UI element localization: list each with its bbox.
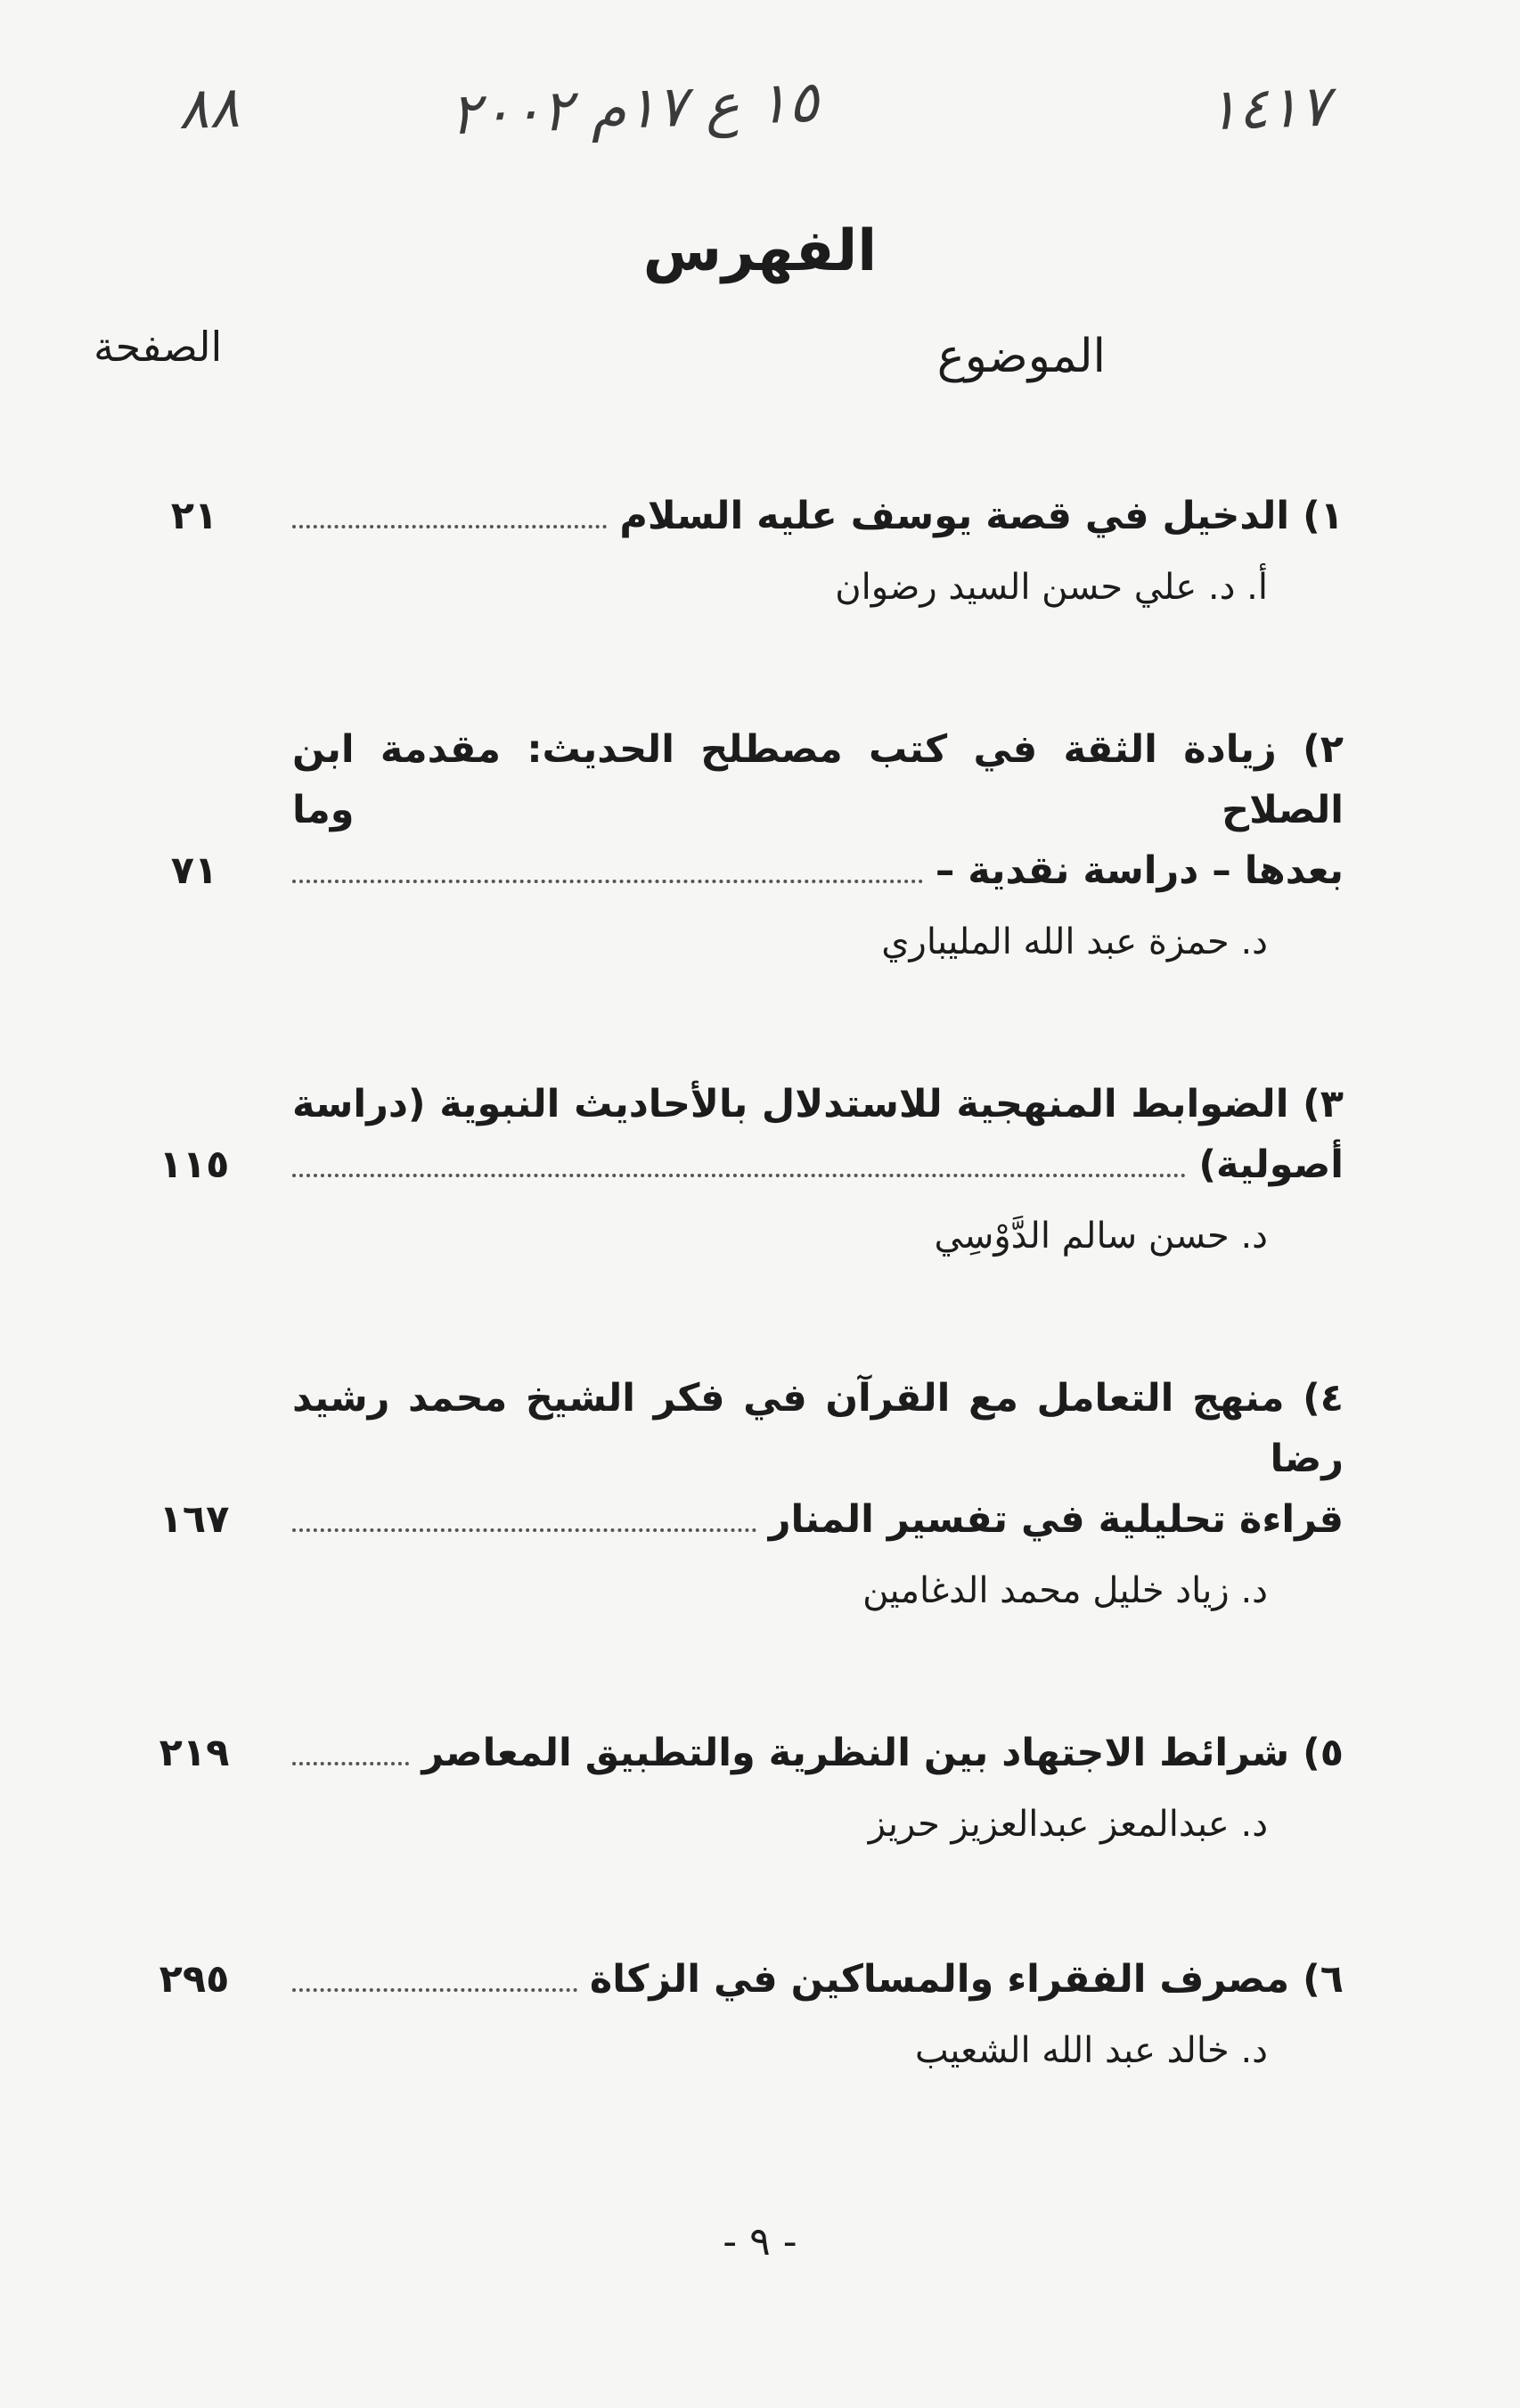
column-header-topic: الموضوع — [936, 330, 1106, 383]
table-of-contents — [96, 486, 1344, 2076]
toc-entry[interactable] — [96, 1723, 1344, 1849]
page-number: - ٩ - — [723, 2219, 797, 2265]
entry-title-text: أصولية) — [1198, 1143, 1344, 1187]
column-header-page: الصفحة — [94, 323, 223, 371]
handwritten-date: ١٥ ع ١٧م ٢٠٠٢ — [448, 69, 821, 149]
entry-author: أ. د. علي حسن السيد رضوان — [835, 567, 1268, 608]
entry-title-line — [292, 486, 1344, 546]
entry-title-text: ١) الدخيل في قصة يوسف عليه السلام — [619, 494, 1344, 538]
dot-leader — [292, 880, 923, 883]
entry-title-line — [292, 1074, 1344, 1134]
toc-entry[interactable] — [96, 1949, 1344, 2076]
dot-leader — [292, 1762, 409, 1765]
dot-leader — [292, 525, 607, 528]
entry-author: د. خالد عبد الله الشعيب — [914, 2030, 1268, 2071]
entry-author: د. عبدالمعز عبدالعزيز حريز — [868, 1804, 1268, 1845]
entry-author: د. زياد خليل محمد الدغامين — [862, 1570, 1268, 1611]
entry-title-text: ٣) الضوابط المنهجية للاستدلال بالأحاديث النبوية (دراسة — [292, 1082, 1344, 1126]
dot-leader — [292, 1988, 577, 1992]
page-title: الفهرس — [642, 218, 878, 284]
entry-title-line — [292, 719, 1344, 840]
entry-title-text: قراءة تحليلية في تفسير المنار — [768, 1497, 1344, 1542]
toc-entry[interactable] — [96, 486, 1344, 612]
toc-entry[interactable] — [96, 1074, 1344, 1261]
handwritten-left: ٨٨ — [176, 74, 241, 143]
entry-author: د. حسن سالم الدَّوْسِي — [934, 1216, 1268, 1257]
entry-title-line — [292, 1489, 1344, 1550]
entry-page-number: ١٦٧ — [159, 1497, 230, 1542]
toc-entry[interactable] — [96, 719, 1344, 967]
entry-author: د. حمزة عبد الله المليباري — [881, 921, 1268, 962]
handwritten-annotation — [0, 69, 1520, 174]
entry-title-line — [292, 1368, 1344, 1489]
entry-title-line — [292, 1723, 1344, 1783]
entry-title-text: ٦) مصرف الفقراء والمساكين في الزكاة — [589, 1957, 1344, 2002]
entry-page-number: ٧١ — [170, 848, 218, 893]
entry-title-text: ٥) شرائط الاجتهاد بين النظرية والتطبيق المعاصر — [421, 1731, 1344, 1775]
entry-title-line — [292, 1134, 1344, 1195]
entry-title-line — [292, 1949, 1344, 2010]
entry-page-number: ٢١ — [170, 494, 218, 538]
handwritten-right: ١٤١٧ — [1205, 73, 1331, 144]
entry-page-number: ٢١٩ — [159, 1731, 230, 1775]
dot-leader — [292, 1528, 756, 1532]
entry-title-text: ٤) منهج التعامل مع القرآن في فكر الشيخ محمد رشيد رضا — [292, 1376, 1344, 1481]
toc-entry[interactable] — [96, 1368, 1344, 1616]
entry-page-number: ١١٥ — [159, 1143, 230, 1187]
entry-page-number: ٢٩٥ — [159, 1957, 230, 2002]
entry-title-text: ٢) زيادة الثقة في كتب مصطلح الحديث: مقدمة ابن الصلاح وما — [292, 727, 1344, 832]
entry-title-text: بعدها – دراسة نقدية – — [935, 848, 1344, 893]
dot-leader — [292, 1174, 1186, 1177]
entry-title-line — [292, 840, 1344, 901]
